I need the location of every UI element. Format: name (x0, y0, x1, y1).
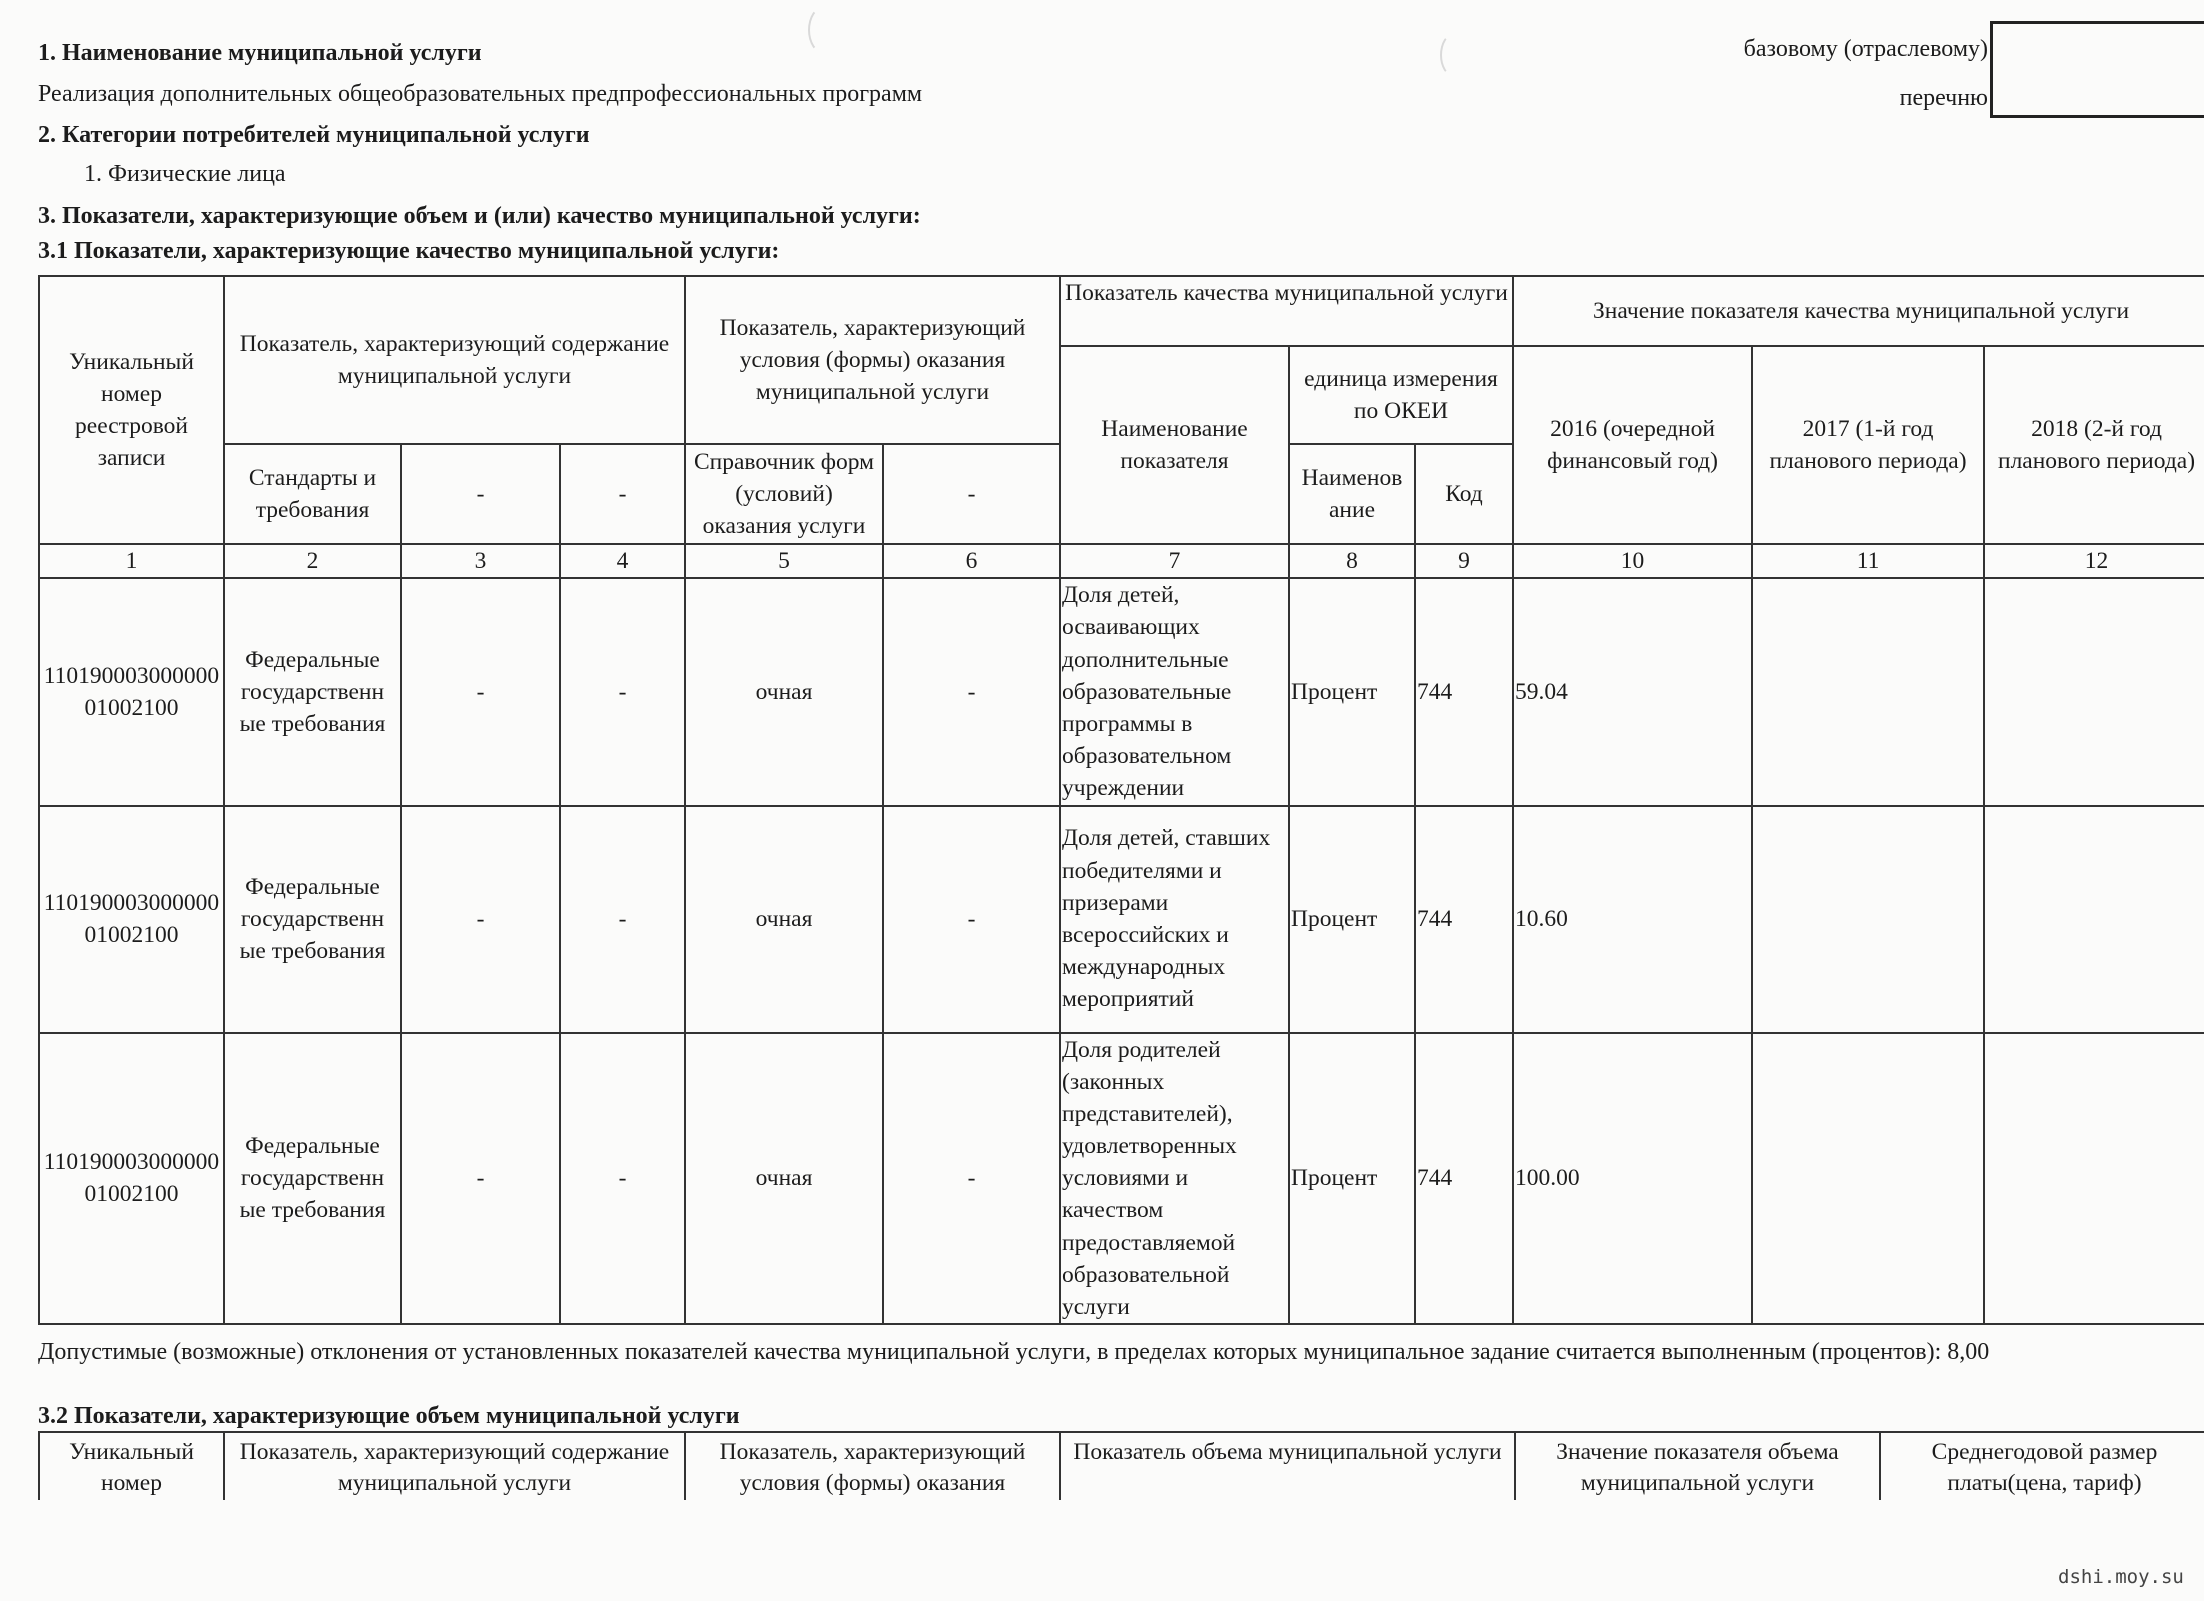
service-form: очная (685, 578, 883, 805)
header-year-2016: 2016 (очередной финансовый год) (1513, 346, 1752, 544)
unit-code: 744 (1415, 578, 1513, 805)
col-number: 9 (1415, 544, 1513, 578)
value-2016: 59.04 (1513, 578, 1752, 805)
cell-col3: - (401, 1033, 560, 1325)
scan-artifact (808, 6, 840, 54)
registry-code-box (1990, 21, 2204, 118)
header-content-indicator: Показатель, характеризующий содержание муниципальной услуги (224, 276, 685, 444)
service-form: очная (685, 806, 883, 1033)
right-label-base-list: базовому (отраслевому) (1743, 36, 1988, 62)
registry-number: 11019000300000001002100 (39, 806, 224, 1033)
col-number: 7 (1060, 544, 1289, 578)
value-2017 (1752, 1033, 1984, 1325)
quality-indicators-table (38, 275, 2204, 1325)
cell-col4: - (560, 578, 685, 805)
cell-col3: - (401, 578, 560, 805)
cell-col4: - (560, 1033, 685, 1325)
col-number: 4 (560, 544, 685, 578)
header-okei-code: Код (1415, 444, 1513, 544)
value-2017 (1752, 578, 1984, 805)
unit-code: 744 (1415, 806, 1513, 1033)
standard: Федеральные государственн ые требования (224, 806, 401, 1033)
header-quality-indicator: Показатель качества муниципальной услуги (1060, 276, 1513, 346)
header-standards: Стандарты и требования (224, 444, 401, 544)
standard: Федеральные государственн ые требования (224, 1033, 401, 1325)
indicator-name: Доля родителей (законных представителей), удовлетворенных условиями и качеством предоставляемой образовательной услуги (1060, 1033, 1289, 1325)
standard: Федеральные государственн ые требования (224, 578, 401, 805)
header-conditions-indicator: Показатель, характеризующий условия (формы) оказания (685, 1432, 1060, 1500)
header-volume-value: Значение показателя объема муниципальной услуги (1515, 1432, 1880, 1500)
header-content-indicator: Показатель, характеризующий содержание муниципальной услуги (224, 1432, 685, 1500)
table-row (39, 578, 2204, 805)
col-number: 12 (1984, 544, 2204, 578)
table-row (39, 806, 2204, 1033)
header-indicator-name: Наименование показателя (1060, 346, 1289, 544)
consumer-category: 1. Физические лица (84, 161, 286, 187)
cell-col6: - (883, 578, 1060, 805)
value-2017 (1752, 806, 1984, 1033)
section-3-2-title: 3.2 Показатели, характеризующие объем муниципальной услуги (38, 1403, 740, 1429)
col-number: 1 (39, 544, 224, 578)
indicator-name: Доля детей, осваивающих дополнительные образовательные программы в образовательном учреждении (1060, 578, 1289, 805)
service-form: очная (685, 1033, 883, 1325)
col-number: 6 (883, 544, 1060, 578)
col-number: 5 (685, 544, 883, 578)
header-col3: - (401, 444, 560, 544)
header-okei-name: Наименов ание (1289, 444, 1415, 544)
value-2018 (1984, 806, 2204, 1033)
scan-artifact (1440, 33, 1468, 77)
col-number: 2 (224, 544, 401, 578)
unit-code: 744 (1415, 1033, 1513, 1325)
cell-col3: - (401, 806, 560, 1033)
value-2016: 100.00 (1513, 1033, 1752, 1325)
service-name: Реализация дополнительных общеобразовательных предпрофессиональных программ (38, 81, 923, 107)
header-okei-unit: единица измерения по ОКЕИ (1289, 346, 1513, 444)
header-col6: - (883, 444, 1060, 544)
header-forms-ref: Справочник форм (условий) оказания услуги (685, 444, 883, 544)
header-year-2018: 2018 (2-й год планового периода) (1984, 346, 2204, 544)
cell-col6: - (883, 806, 1060, 1033)
section-3-title: 3. Показатели, характеризующие объем и (или) качество муниципальной услуги: (38, 203, 921, 229)
cell-col4: - (560, 806, 685, 1033)
volume-indicators-table (38, 1431, 2204, 1500)
section-2-title: 2. Категории потребителей муниципальной услуги (38, 122, 590, 148)
header-conditions-indicator: Показатель, характеризующий условия (формы) оказания муниципальной услуги (685, 276, 1060, 444)
registry-number: 11019000300000001002100 (39, 1033, 224, 1325)
section-1-title: 1. Наименование муниципальной услуги (38, 40, 482, 66)
header-quality-value: Значение показателя качества муниципальной услуги (1513, 276, 2204, 346)
col-number: 3 (401, 544, 560, 578)
cell-col6: - (883, 1033, 1060, 1325)
right-label-list: перечню (1899, 85, 1988, 111)
unit-name: Процент (1289, 1033, 1415, 1325)
table-row (39, 1033, 2204, 1325)
value-2016: 10.60 (1513, 806, 1752, 1033)
header-unique-number: Уникальный номер реестровой записи (39, 276, 224, 544)
col-number: 11 (1752, 544, 1984, 578)
header-col4: - (560, 444, 685, 544)
col-number: 10 (1513, 544, 1752, 578)
unit-name: Процент (1289, 806, 1415, 1033)
deviation-note: Допустимые (возможные) отклонения от установленных показателей качества муниципальной услуги, в пределах которых муниципальное задание считается выполненным (процентов): 8,00 (38, 1339, 1990, 1365)
section-3-1-title: 3.1 Показатели, характеризующие качество муниципальной услуги: (38, 238, 780, 264)
value-2018 (1984, 1033, 2204, 1325)
header-year-2017: 2017 (1-й год планового периода) (1752, 346, 1984, 544)
header-average-fee: Среднегодовой размер платы(цена, тариф) (1880, 1432, 2204, 1500)
col-number: 8 (1289, 544, 1415, 578)
watermark: dshi.moy.su (2058, 1566, 2184, 1588)
value-2018 (1984, 578, 2204, 805)
header-unique-number: Уникальный номер (39, 1432, 224, 1500)
header-volume-indicator: Показатель объема муниципальной услуги (1060, 1432, 1515, 1500)
indicator-name: Доля детей, ставших победителями и призерами всероссийских и международных мероприятий (1060, 806, 1289, 1033)
unit-name: Процент (1289, 578, 1415, 805)
registry-number: 11019000300000001002100 (39, 578, 224, 805)
